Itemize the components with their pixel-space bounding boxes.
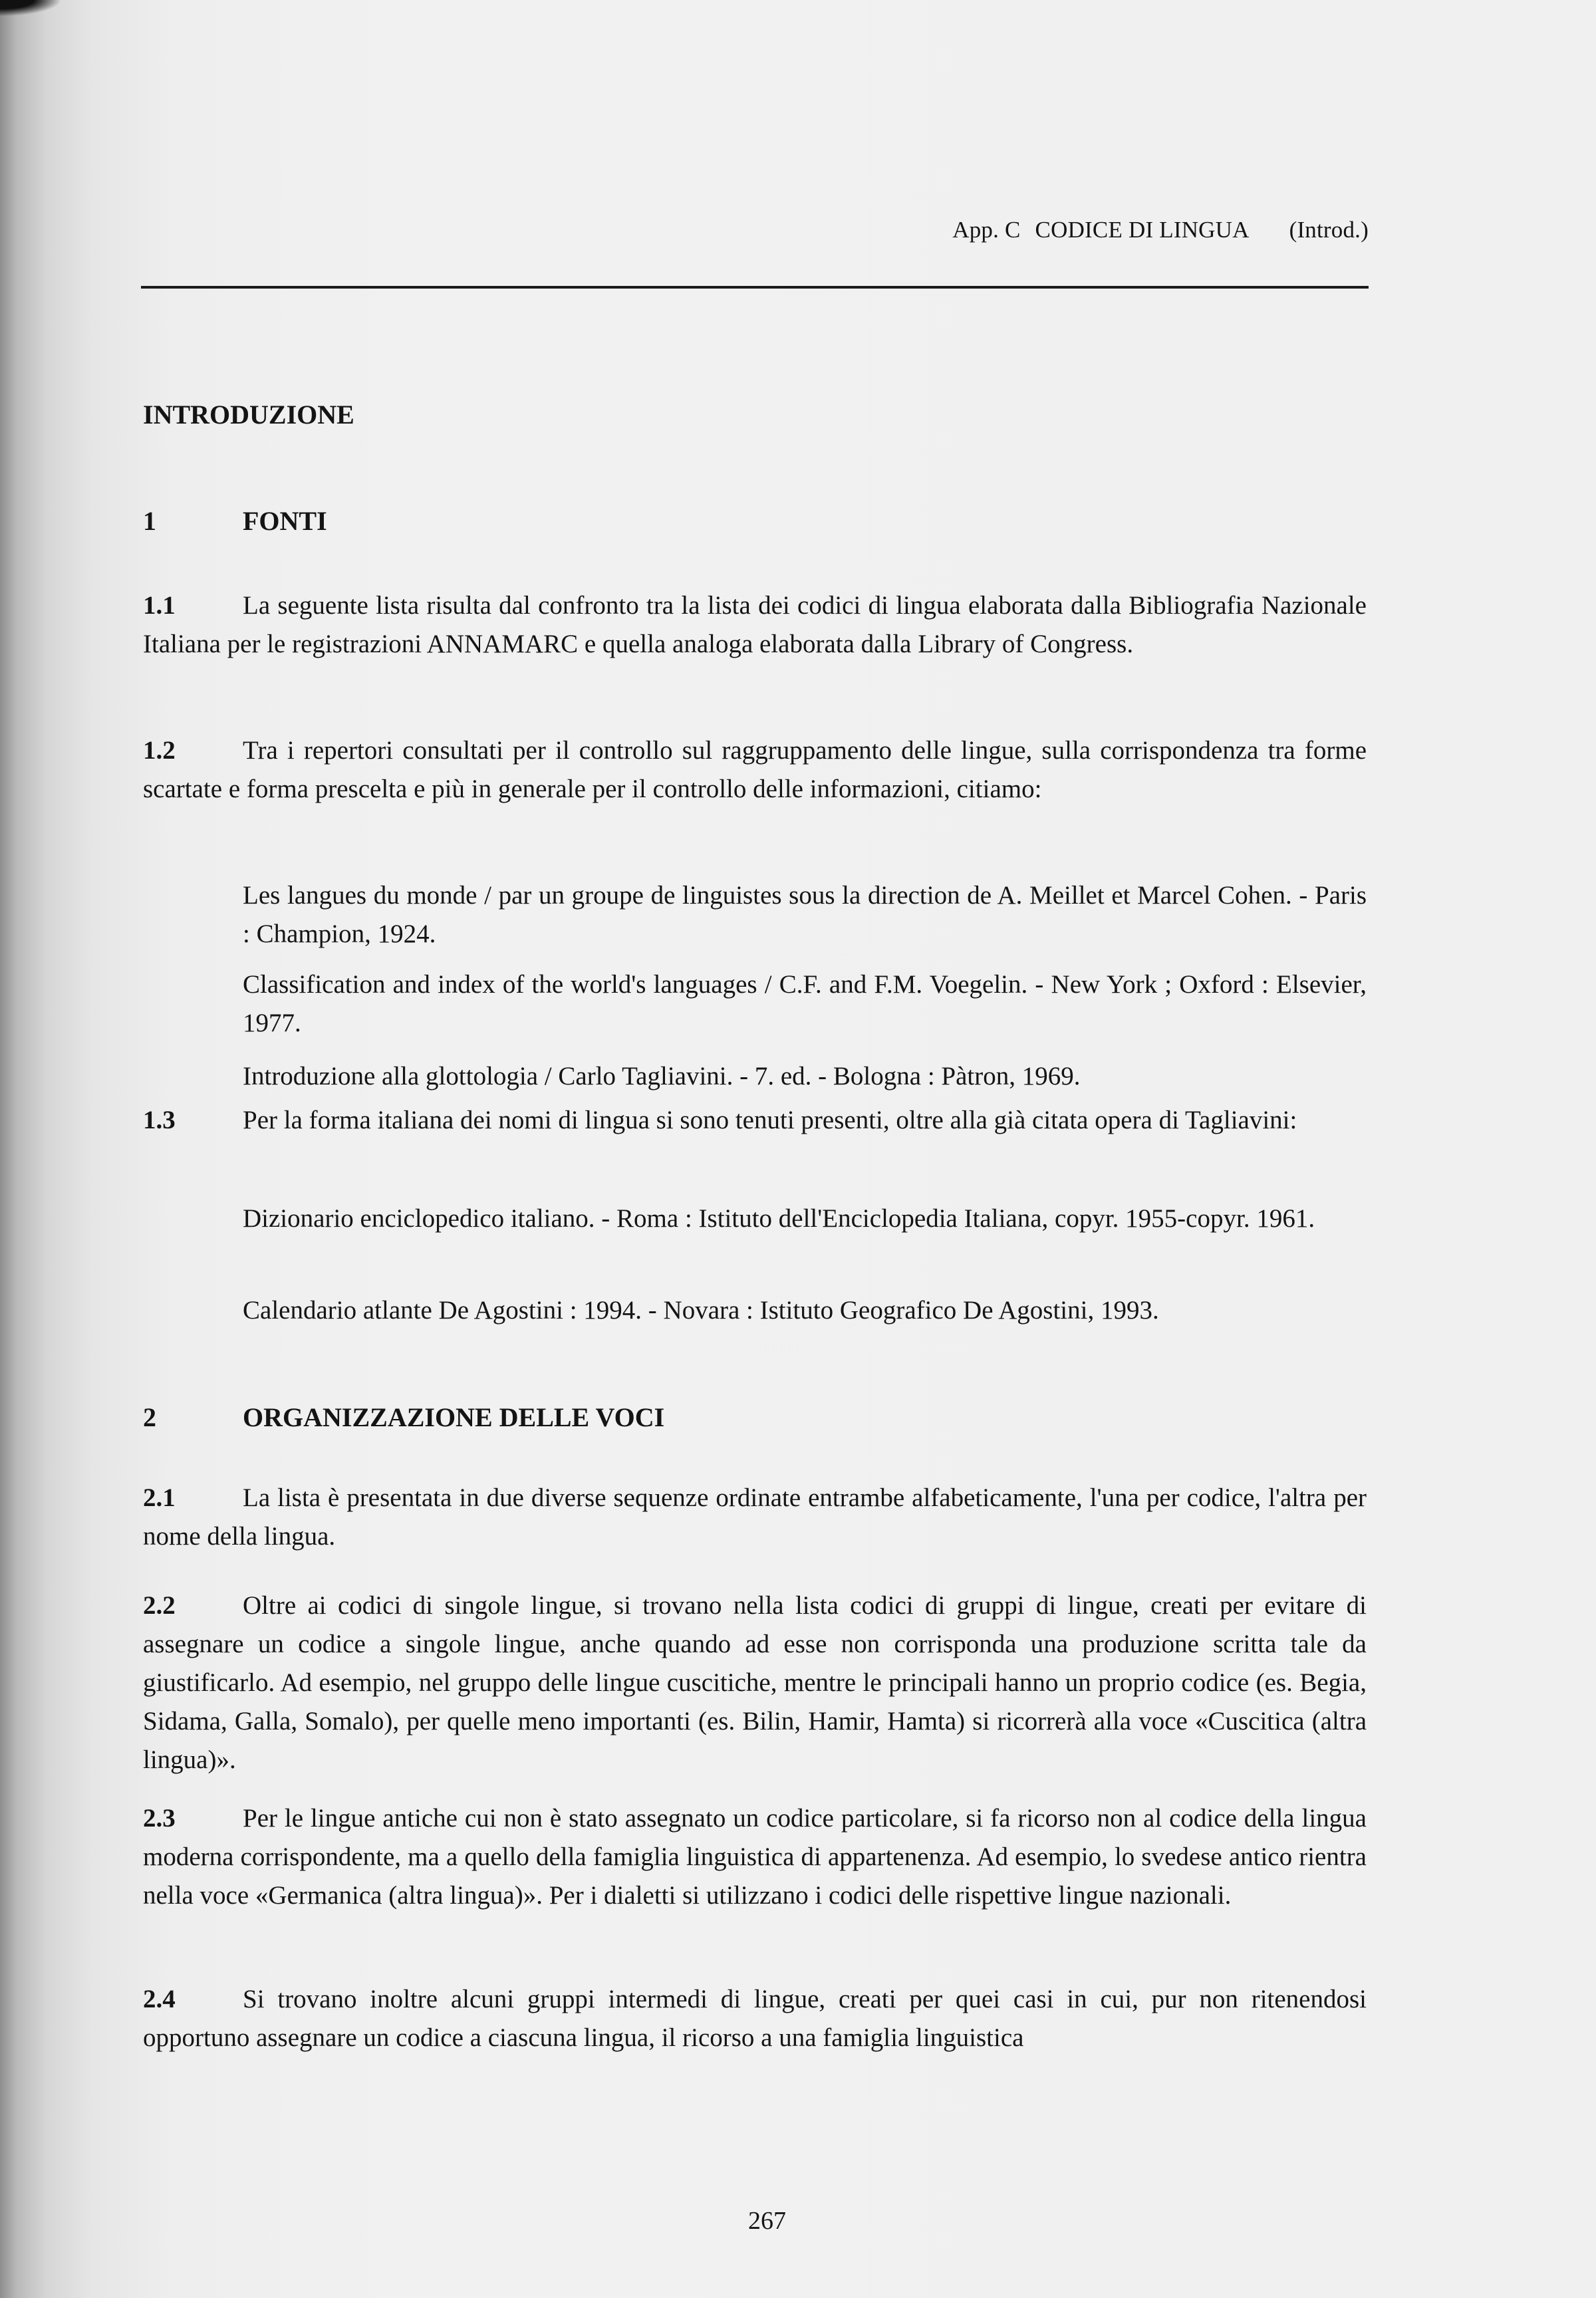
reference-item: Classification and index of the world's languages / C.F. and F.M. Voegelin. - New York ; Oxford : Elsevier, 1977. <box>243 970 1367 1037</box>
paragraph-2-1 <box>143 1479 1367 1556</box>
running-header <box>952 217 1369 243</box>
paragraph-text: Tra i repertori consultati per il controllo sul raggruppamento delle lingue, sulla corrispondenza tra forme scartate e forma prescelta e più in generale per il controllo delle informazioni, citiamo: <box>143 736 1367 803</box>
paragraph-2-4 <box>143 1980 1367 2057</box>
paragraph-number: 2.1 <box>143 1483 176 1512</box>
section-number: 1 <box>143 506 156 536</box>
reference-item: Calendario atlante De Agostini : 1994. - Novara : Istituto Geografico De Agostini, 1993. <box>243 1296 1159 1325</box>
reference-item: Les langues du monde / par un groupe de linguistes sous la direction de A. Meillet et Marcel Cohen. - Paris : Champion, 1924. <box>243 881 1367 948</box>
paragraph-number: 1.2 <box>143 736 176 765</box>
header-section: App. C <box>952 217 1021 243</box>
header-subtitle: (Introd.) <box>1289 217 1369 243</box>
page-corner-shadow <box>0 0 60 16</box>
paragraph-1-2 <box>143 731 1367 809</box>
section-heading-1 <box>143 505 327 537</box>
section-title: FONTI <box>243 506 327 536</box>
paragraph-number: 1.3 <box>143 1106 176 1134</box>
header-rule <box>141 286 1369 289</box>
page-title-text: INTRODUZIONE <box>143 400 354 430</box>
section-heading-2 <box>143 1402 664 1433</box>
page-title <box>143 399 354 430</box>
paragraph-2-3 <box>143 1799 1367 1915</box>
paragraph-number: 1.1 <box>143 591 176 620</box>
paragraph-text: La seguente lista risulta dal confronto tra la lista dei codici di lingua elaborata dalla Bibliografia Nazionale Italiana per le registrazioni ANNAMARC e quella analoga elaborata dalla Library of Congress. <box>143 591 1367 658</box>
paragraph-number: 2.2 <box>143 1591 176 1620</box>
section-title: ORGANIZZAZIONE DELLE VOCI <box>243 1402 665 1432</box>
paragraph-text: Oltre ai codici di singole lingue, si trovano nella lista codici di gruppi di lingue, creati per evitare di assegnare un codice a singole lingue, anche quando ad esse non corrisponda una produzione scritta tale da giustificarlo. Ad esempio, nel gruppo delle lingue cuscitiche, mentre le principali hanno un proprio codice (es. Begia, Sidama, Galla, Somalo), per quelle meno importanti (es. Bilin, Hamir, Hamta) si ricorrerà alla voce «Cuscitica (altra lingua)». <box>143 1591 1367 1774</box>
paragraph-text: Per la forma italiana dei nomi di lingua si sono tenuti presenti, oltre alla già citata opera di Tagliavini: <box>243 1106 1297 1134</box>
paragraph-number: 2.4 <box>143 1985 176 2013</box>
paragraph-2-2 <box>143 1587 1367 1779</box>
paragraph-text: Si trovano inoltre alcuni gruppi intermedi di lingue, creati per quei casi in cui, pur non ritenendosi opportuno assegnare un codice a ciascuna lingua, il ricorso a una famiglia linguistica <box>143 1985 1367 2052</box>
paragraph-1-1 <box>143 586 1367 664</box>
header-title: CODICE DI LINGUA <box>1035 217 1250 243</box>
paragraph-text: Per le lingue antiche cui non è stato assegnato un codice particolare, si fa ricorso non al codice della lingua moderna corrispondente, ma a quello della famiglia linguistica di appartenenza. Ad esempio, lo svedese antico rientra nella voce «Germanica (altra lingua)». Per i dialetti si utilizzano i codici delle rispettive lingue nazionali. <box>143 1804 1367 1910</box>
section-number: 2 <box>143 1402 156 1432</box>
paragraph-1-3 <box>143 1101 1367 1140</box>
reference-item: Introduzione alla glottologia / Carlo Tagliavini. - 7. ed. - Bologna : Pàtron, 1969. <box>243 1062 1081 1090</box>
paragraph-text: La lista è presentata in due diverse sequenze ordinate entrambe alfabeticamente, l'una per codice, l'altra per nome della lingua. <box>143 1483 1367 1551</box>
page-number: 267 <box>748 2207 786 2235</box>
reference-item: Dizionario enciclopedico italiano. - Roma : Istituto dell'Enciclopedia Italiana, copyr. 1955-copyr. 1961. <box>243 1204 1315 1233</box>
paragraph-number: 2.3 <box>143 1804 176 1833</box>
